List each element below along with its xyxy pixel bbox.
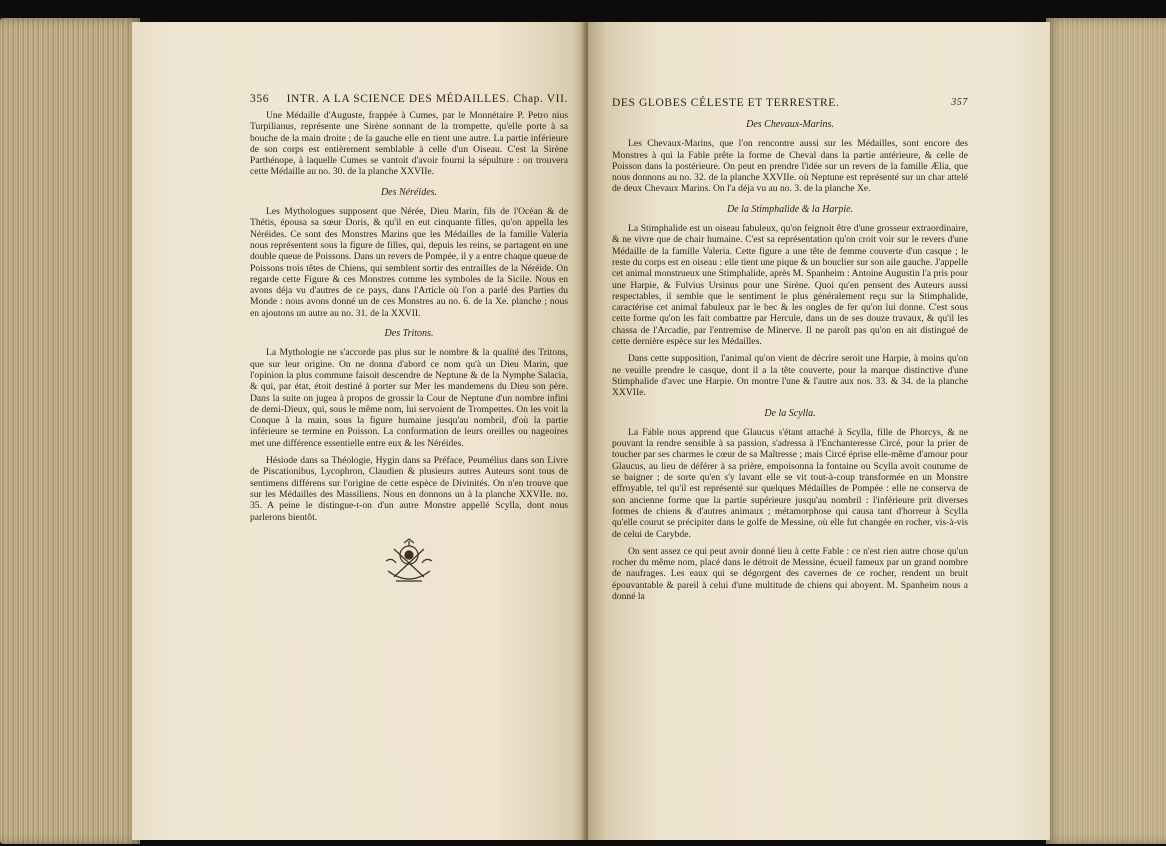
open-book xyxy=(0,8,1166,844)
right-header-title: DES GLOBES CÉLESTE ET TERRESTRE. xyxy=(612,97,840,109)
section-title-nereides: Des Néréides. xyxy=(380,186,438,198)
section-title-stimphalide: De la Stimphalide & la Harpie. xyxy=(726,203,854,215)
left-text-block xyxy=(250,92,568,587)
right-text-block xyxy=(612,96,968,608)
section-title-tritons: Des Tritons. xyxy=(384,328,434,340)
scylla-paragraph-1: La Fable nous apprend que Glaucus s'étant attaché à Scylla, fille de Phorcys, & ne pouvant la rendre sensible à sa passion, s'adressa à l'Enchanteresse Circé, pour la prier de toucher par ses charmes le cœur de sa Maîtresse ; mais Circé éprise elle-même d'amour pour Glaucus, au lieu de déférer à sa prière, empoisonna la fontaine ou Scylla avoit coutume de se baigner ; de sorte qu'en s'y lavant elle se vit tout-à-coup transformée en un Monstre effroyable, tel qu'il est représenté sur quelques Médailles de Pompée : elle ne conserva de son ancienne forme que la partie supérieure jusqu'au nombril : l'inférieure prit diverses formes de chiens & d'autres animaux ; métamorphose qui causa tant d'horreur à Scylla qu'elle courut se précipiter dans le golfe de Messine, où elle fut changée en rocher, vis-à-vis de celui de Carybde. xyxy=(612,426,968,540)
right-page-number: 357 xyxy=(951,97,968,108)
stimphalide-paragraph-2: Dans cette supposition, l'animal qu'on vient de décrire seroit une Harpie, à moins qu'on ne veuille prendre le casque, dont il a la tête couverte, pour la marque distinctive d'une Stimphalide d'avec une Harpie. On montre l'une & l'autre aux nos. 33. & 34. de la planche XXVIIe. xyxy=(612,353,968,399)
right-running-head xyxy=(612,96,968,110)
left-header-title: INTR. A LA SCIENCE DES MÉDAILLES. Chap. VII. xyxy=(286,93,568,105)
section-title-chevaux-marins: Des Chevaux-Marins. xyxy=(746,119,834,130)
scylla-paragraph-2: On sent assez ce qui peut avoir donné lieu à cette Fable : ce n'est rien autre chose qu'un rocher du même nom, placé dans le détroit de Messine, écueil fameux par un grand nombre de naufrages. Les eaux qui se dégorgent des cavernes de ce rocher, rendent un bruit épouvantable & pareil à celui d'une multitude de chiens qui aboyent. M. Spanheim nous a donné la xyxy=(612,545,968,602)
left-page xyxy=(132,22,585,840)
nereides-paragraph: Les Mythologues supposent que Nérée, Dieu Marin, fils de l'Océan & de Thétis, épousa sa sœur Doris, & qu'il en eut cinquante filles, qu'on appella les Néréides. Ce sont des Monstres Marins que les Médailles de la famille Valeria nous représentent sous la figure de filles, qui, depuis les reins, se partagent en une double queue de Poissons. Dans un revers de Pompée, il y a entre chaque queue de Poissons trois têtes de Chiens, qui semblent sortir des entrailles de la Néréide. On regarde cette Figure & ces Monstres comme les symboles de la Sicile. Nous en avons déja vu d'autres de ce pays, dans l'Article où l'on a parlé des Parties du Monde : nous avons donné un de ces Monstres au no. 6. de la Xe. planche ; nous en ajoutons un autre au no. 31. de la XXVII. xyxy=(250,206,568,319)
left-page-number: 356 xyxy=(250,93,270,105)
chevaux-marins-paragraph: Les Chevaux-Marins, que l'on rencontre aussi sur les Médailles, sont encore des Monstres à qui la Fable prête la forme de Cheval dans la partie antérieure, & celle de Poisson dans la postérieure. On peut en prendre l'idée sur un revers de la famille Ælia, que nous donnons au no. 32. de la planche XXVIIe. où Neptune est représenté sur un char attelé de deux Chevaux Marins. On l'a déja vu au no. 3. de la planche Xe. xyxy=(612,138,968,195)
tritons-paragraph-2: Hésiode dans sa Théologie, Hygin dans sa Préface, Peumélius dans son Livre de Piscationibus, Lycophron, Claudien & plusieurs autres Auteurs sont tous de sentimens différens sur l'origine de cette espèce de Divinités. On n'en trouve que sur les Médailles des Massiliens. Nous en donnons un à la planche XXVIIe. no. 35. A peine le distingue-t-on d'un autre Monstre appellé Scylla, dont nous parlerons bientôt. xyxy=(250,455,568,523)
right-page-edges xyxy=(1046,18,1166,844)
left-running-head xyxy=(250,92,568,106)
intro-paragraph: Une Médaille d'Auguste, frappée à Cumes, par le Monnétaire P. Petro nius Turpilianus, représente une Sirène sonnant de la trompette, qu'elle porte à sa bouche de la main droite ; de la gauche elle en tient une autre. La partie inférieure de son corps est entièrement semblable à celle d'un Oiseau. C'est la Sirène Parthénope, à laquelle Cumes se vantoit d'avoir fourni la sépulture : on trouvera cette Médaille au no. 30. de la planche XXVIIe. xyxy=(250,110,568,178)
tritons-paragraph-1: La Mythologie ne s'accorde pas plus sur le nombre & la qualité des Tritons, que sur leur origine. On ne donna d'abord ce nom qu'à un Dieu Marin, que l'opinion la plus commune faisoit descendre de Neptune & de la Nymphe Salacia, & qui, par état, étoit destiné à porter sur Mer les mandemens du Dieu son père. Dans la suite on jugea à propos de grossir la Cour de Neptune d'un nombre infini de demi-Dieux, qui, sous le même nom, lui servoient de Trompettes. On les voit la Conque à la main, sous la figure humaine jusqu'au nombril, d'où la partie inférieure se termine en Poisson. La conformation de leurs oreilles ou nageoires met une différence essentielle entre eux & les Néréides. xyxy=(250,347,568,449)
left-page-edges xyxy=(0,18,140,844)
right-page xyxy=(588,22,1050,840)
stimphalide-paragraph-1: La Stimphalide est un oiseau fabuleux, qu'on feignoit être d'une grosseur extraordinaire, & ne vivre que de chair humaine. C'est sa représentation qu'on croit voir sur le revers d'une Médaille de la famille Valeria. Cette figure a une tête de femme couverte d'un casque ; le reste du corps est en oiseau : elle tient une pique & un bouclier sur son aile gauche. J'appelle cet animal monstrueux une Stimphalide, après M. Spanheim : Antoine Augustin l'a pris pour une Harpie, & Fulvius Ursinus pour une Sirène. Quoi qu'en pensent des Auteurs aussi respectables, il semble que le sentiment le plus généralement reçu sur la Stimphalide, caractérise cet animal fabuleux par le bec & les ongles de fer qu'on lui donne. C'est sous cette forme qu'on les fait combattre par Hercule, dans un de ses douze travaux, & qu'il les chassa de l'Arcadie, par l'entremise de Minerve. Il ne paroît pas qu'on en ait distingué de cette dernière espèce sur les Médailles. xyxy=(612,223,968,348)
trophy-ornament-icon xyxy=(374,537,444,587)
section-title-scylla: De la Scylla. xyxy=(764,407,816,419)
